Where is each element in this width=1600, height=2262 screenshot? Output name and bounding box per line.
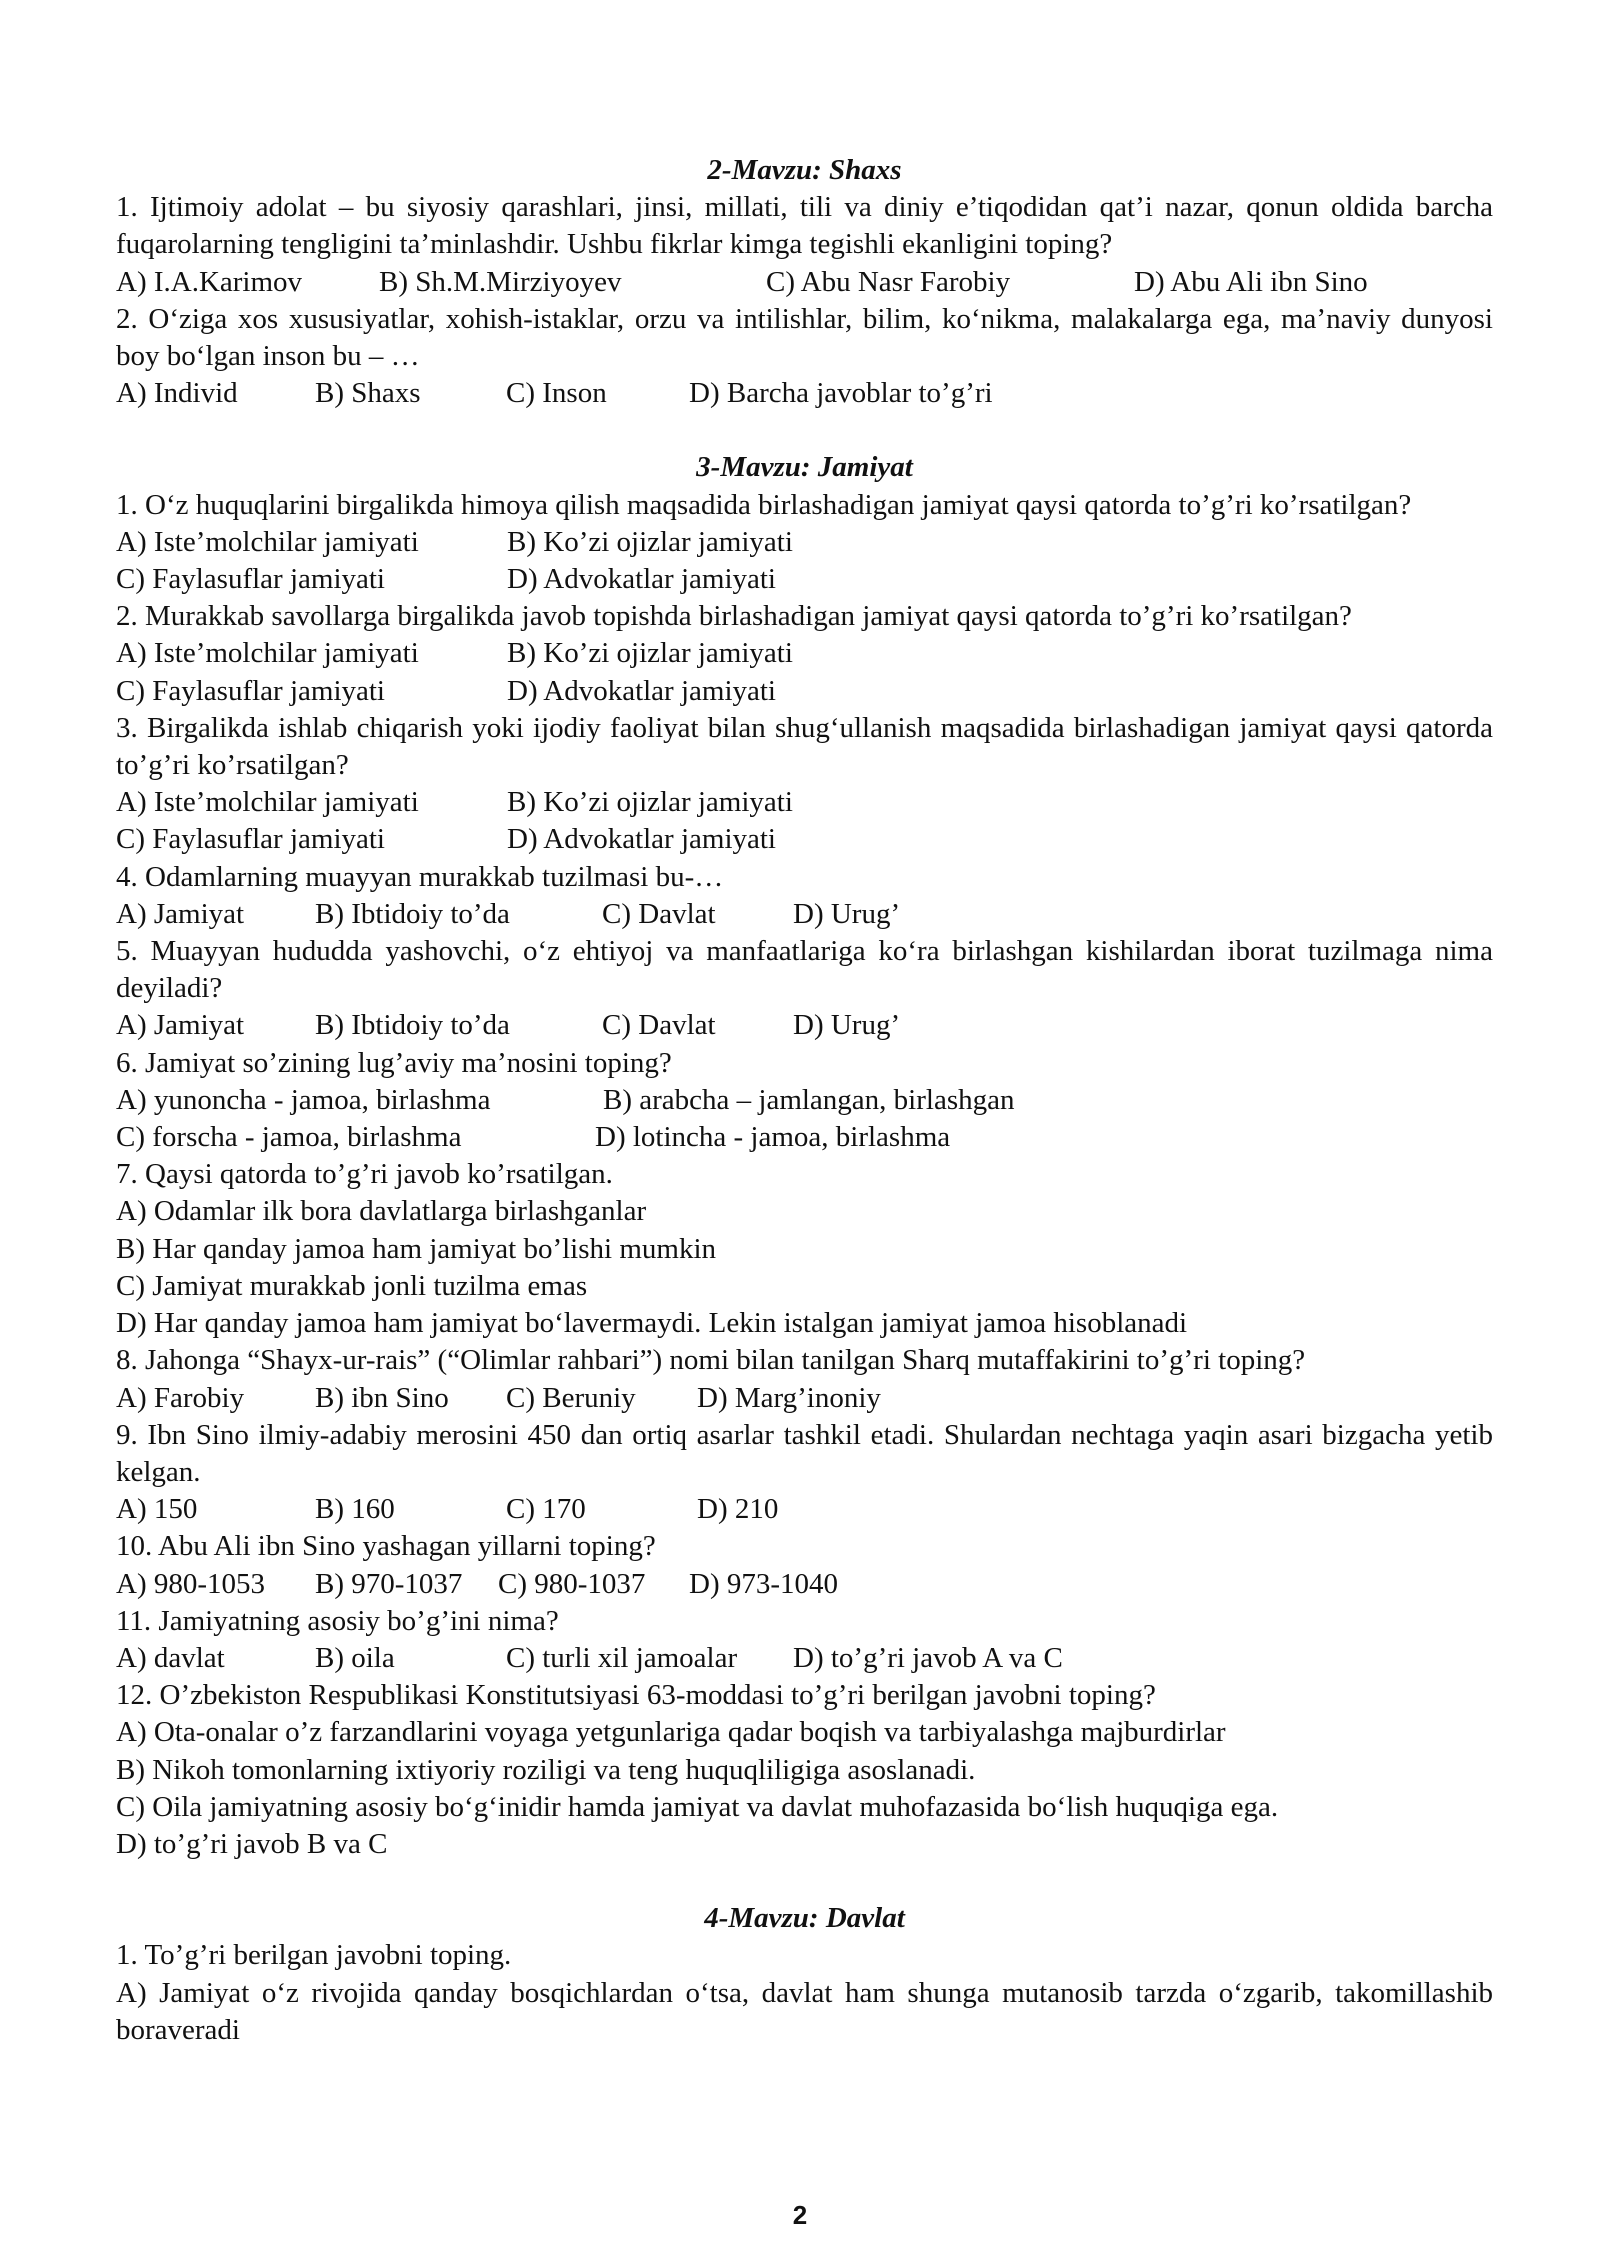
option: A) Jamiyat o‘z rivojida qanday bosqichlardan o‘tsa, davlat ham shunga mutanosib tarzda o‘zgarib, takomillashib boraveradi	[116, 1976, 1493, 2046]
option: D) Advokatlar jamiyati	[507, 563, 776, 596]
options-row	[116, 1491, 1493, 1528]
option: A) davlat	[116, 1641, 225, 1674]
option: C) turli xil jamoalar	[506, 1641, 738, 1674]
option: B) Ko’zi ojizlar jamiyati	[507, 525, 793, 558]
option: A) Iste’molchilar jamiyati	[116, 525, 419, 558]
option: A) 980-1053	[116, 1567, 266, 1600]
option: C) Beruniy	[506, 1381, 636, 1414]
option: A) Farobiy	[116, 1381, 245, 1414]
option: A) Jamiyat	[116, 1009, 245, 1042]
options-row	[116, 264, 1493, 301]
options-row	[116, 821, 1493, 858]
option: C) Abu Nasr Farobiy	[766, 265, 1011, 298]
option: C) Faylasuflar jamiyati	[116, 563, 385, 596]
option: B) Ibtidoiy to’da	[315, 1009, 510, 1042]
option: D) Barcha javoblar to’g’ri	[689, 377, 993, 410]
options-row	[116, 1566, 1493, 1603]
question-text: 3. Birgalikda ishlab chiqarish yoki ijodiy faoliyat bilan shug‘ullanish maqsadida birlashadigan jamiyat qaysi qatorda to’g’ri ko’rsatilgan?	[116, 711, 1493, 782]
topic-title: 3-Mavzu: Jamiyat	[696, 451, 913, 484]
question-text: 11. Jamiyatning asosiy bo’g’ini nima?	[116, 1604, 559, 1637]
option: A) Iste’molchilar jamiyati	[116, 786, 419, 819]
options-row	[116, 524, 1493, 561]
option: B) Ko’zi ojizlar jamiyati	[507, 637, 793, 670]
option: B) Shaxs	[315, 377, 421, 410]
question-text: 4. Odamlarning muayyan murakkab tuzilmasi bu-…	[116, 860, 724, 893]
question-text: 1. O‘z huquqlarini birgalikda himoya qilish maqsadida birlashadigan jamiyat qaysi qatorda to’g’ri ko’rsatilgan?	[116, 488, 1412, 521]
option: C) Oila jamiyatning asosiy bo‘g‘inidir hamda jamiyat va davlat muhofazasida bo‘lish huquqiga ega.	[116, 1790, 1279, 1823]
options-row	[116, 673, 1493, 710]
options-row	[116, 635, 1493, 672]
options-row	[116, 1007, 1493, 1044]
option: A) yunoncha - jamoa, birlashma	[116, 1083, 491, 1116]
option: D) Abu Ali ibn Sino	[1134, 265, 1368, 298]
option: D) Har qanday jamoa ham jamiyat bo‘lavermaydi. Lekin istalgan jamiyat jamoa hisoblanadi	[116, 1307, 1188, 1340]
topic-title: 2-Mavzu: Shaxs	[707, 154, 902, 186]
options-row	[116, 1119, 1493, 1156]
question-text: 5. Muayyan hududda yashovchi, o‘z ehtiyoj va manfaatlariga ko‘ra birlashgan kishilardan iborat tuzilmaga nima deyiladi?	[116, 935, 1493, 1005]
option: B) Ko’zi ojizlar jamiyati	[507, 786, 793, 819]
option: A) Jamiyat	[116, 897, 245, 930]
option: C) 980-1037	[498, 1567, 646, 1600]
option: D) to’g’ri javob A va C	[793, 1641, 1063, 1674]
option: C) Jamiyat murakkab jonli tuzilma emas	[116, 1269, 588, 1302]
option: D) Advokatlar jamiyati	[507, 823, 776, 856]
option: B) 160	[315, 1493, 395, 1526]
options-row	[116, 1380, 1493, 1417]
option: A) I.A.Karimov	[116, 265, 303, 298]
option: B) Nikoh tomonlarning ixtiyoriy roziligi va teng huquqliligiga asoslanadi.	[116, 1753, 976, 1786]
option: C) 170	[506, 1493, 586, 1526]
question-text: 12. O’zbekiston Respublikasi Konstitutsiyasi 63-moddasi to’g’ri berilgan javobni toping?	[116, 1679, 1156, 1712]
options-row	[116, 375, 1493, 412]
option: B) ibn Sino	[315, 1381, 449, 1414]
option: D) Urug’	[793, 897, 901, 930]
document-page	[116, 152, 1493, 2049]
option: B) Sh.M.Mirziyoyev	[379, 265, 622, 298]
option: D) to’g’ri javob B va C	[116, 1827, 388, 1860]
options-row	[116, 1082, 1493, 1119]
options-row	[116, 561, 1493, 598]
question-text: 6. Jamiyat so’zining lug’aviy ma’nosini toping?	[116, 1046, 672, 1079]
option: B) arabcha – jamlangan, birlashgan	[603, 1083, 1015, 1116]
option: D) 210	[697, 1493, 779, 1526]
option: C) Davlat	[602, 1009, 716, 1042]
question-text: 2. O‘ziga xos xususiyatlar, xohish-istaklar, orzu va intilishlar, bilim, ko‘nikma, malakalarga ega, ma’naviy dunyosi boy bo‘lgan inson bu – …	[116, 302, 1493, 373]
option: A) 150	[116, 1493, 198, 1526]
option: B) oila	[315, 1641, 395, 1674]
option: B) Har qanday jamoa ham jamiyat bo’lishi mumkin	[116, 1232, 717, 1265]
option: B) 970-1037	[315, 1567, 463, 1600]
question-text: 7. Qaysi qatorda to’g’ri javob ko’rsatilgan.	[116, 1158, 613, 1191]
option: A) Odamlar ilk bora davlatlarga birlashganlar	[116, 1195, 647, 1228]
topic-title: 4-Mavzu: Davlat	[704, 1902, 905, 1935]
question-text: 8. Jahonga “Shayx-ur-rais” (“Olimlar rahbari”) nomi bilan tanilgan Sharq mutaffakirini to’g’ri toping?	[116, 1344, 1306, 1377]
option: C) Faylasuflar jamiyati	[116, 823, 385, 856]
options-row	[116, 896, 1493, 933]
question-text: 2. Murakkab savollarga birgalikda javob topishda birlashadigan jamiyat qaysi qatorda to’g’ri ko’rsatilgan?	[116, 600, 1352, 633]
option: C) Inson	[506, 377, 607, 410]
option: A) Individ	[116, 377, 238, 410]
question-text: 1. To’g’ri berilgan javobni toping.	[116, 1939, 512, 1972]
option: B) Ibtidoiy to’da	[315, 897, 510, 930]
options-row	[116, 784, 1493, 821]
question-text: 1. Ijtimoiy adolat – bu siyosiy qarashlari, jinsi, millati, tili va diniy e’tiqodidan qat’i nazar, qonun oldida barcha fuqarolarning tengligini ta’minlashdir. Ushbu fikrlar kimga tegishli ekanligini toping?	[116, 191, 1493, 261]
page-number: 2	[792, 2200, 808, 2230]
option: D) Marg’inoniy	[697, 1381, 881, 1414]
option: D) lotincha - jamoa, birlashma	[595, 1121, 951, 1154]
option: D) Urug’	[793, 1009, 901, 1042]
option: C) Davlat	[602, 897, 716, 930]
question-text: 10. Abu Ali ibn Sino yashagan yillarni toping?	[116, 1530, 656, 1563]
option: A) Iste’molchilar jamiyati	[116, 637, 419, 670]
option: C) forscha - jamoa, birlashma	[116, 1121, 462, 1154]
option: A) Ota-onalar o’z farzandlarini voyaga yetgunlariga qadar boqish va tarbiyalashga majburdirlar	[116, 1716, 1226, 1749]
options-row	[116, 1640, 1493, 1677]
question-text: 9. Ibn Sino ilmiy-adabiy merosini 450 dan ortiq asarlar tashkil etadi. Shulardan nechtaga yaqin asari bizgacha yetib kelgan.	[116, 1418, 1493, 1488]
option: C) Faylasuflar jamiyati	[116, 674, 385, 707]
option: D) Advokatlar jamiyati	[507, 674, 776, 707]
option: D) 973-1040	[689, 1567, 839, 1600]
